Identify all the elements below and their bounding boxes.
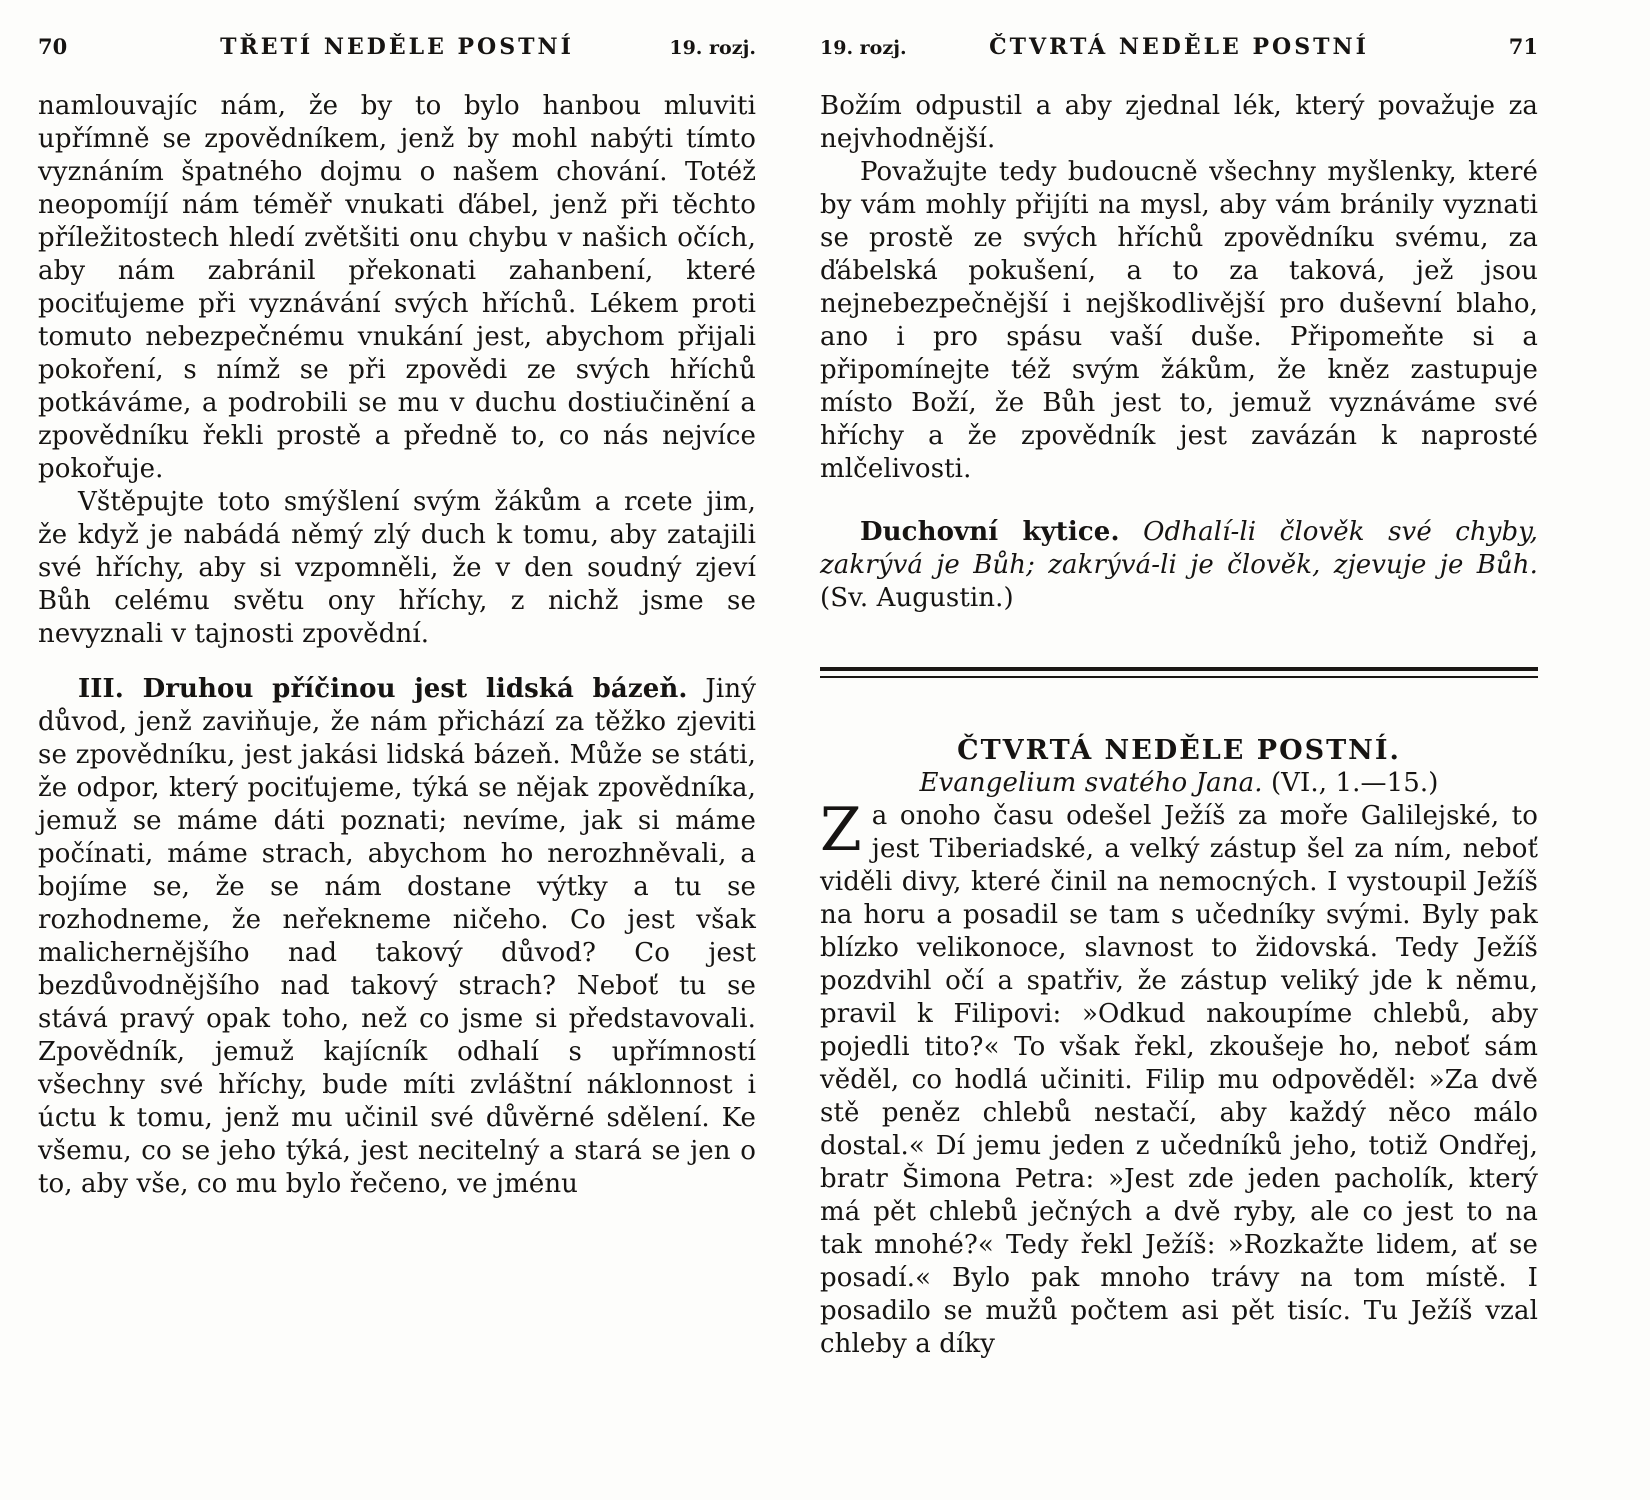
page-left-header <box>38 34 756 60</box>
paragraph: Považujte tedy budoucně všechny myšlenky, které by vám mohly přijíti na mysl, aby vám bránily vyznati se prostě ze svých hříchů zpovědníku svému, za ďábelská pokušení, a to za taková, jež jsou nejnebezpečnější i nejškodlivější pro duševní blaho, ano i pro spásu vaší duše. Připomeňte si a připomínejte též svým žákům, že kněz zastupuje místo Boží, že Bůh jest to, jemuž vyznáváme své hříchy a že zpovědník jest zavázán k naprosté mlčelivosti. <box>820 157 1538 484</box>
paragraph-continuation: namlouvajíc nám, že by to bylo hanbou mluviti upřímně se zpovědníkem, jenž by mohl nabýti tímto vyznáním špatného dojmu o našem chování. Totéž neopomíjí nám téměř vnukati ďábel, jenž při těchto příležitostech hledí zvětšiti onu chybu v našich očích, aby nám zabránil překonati zahanbení, které pociťujeme při vyznávání svých hříchů. Lékem proti tomuto nebezpečnému vnukání jest, abychom přijali pokoření, s nímž se při zpovědi ze svých hříchů potkáváme, a podrobili se mu v duchu dostiučinění a zpovědníku řekli prostě a předně to, co nás nejvíce pokořuje. <box>38 91 756 484</box>
header-note-right: 19. rozj. <box>820 37 907 59</box>
section-body-text: Jiný důvod, jenž zaviňuje, že nám přichází za těžko zjeviti se zpovědníku, jest jakási lidská bázeň. Může se státi, že odpor, který pociťujeme, týká se nějak zpovědníka, jemuž se máme dáti poznati; nevíme, jak si máme počínati, máme strach, abychom ho nerozhněvali, a bojíme se, že se nám dostane výtky a tu se rozhodneme, že neřekneme ničeho. Co jest však malichernějšího nad takový důvod? Co jest bezdůvodnějšího nad takový strach? Neboť tu se stává pravý opak toho, než co jsme si představovali. Zpovědník, jemuž kajícník odhalí s upřímností všechny své hříchy, bude míti zvláštní náklonnost i úctu k tomu, jenž mu učinil své důvěrné sdělení. Ke všemu, co se jeho týká, jest necitelný a stará se jen o to, aby vše, co mu bylo řečeno, ve jménu <box>38 674 756 1199</box>
spiritual-bouquet-quote: Odhalí-li člověk své chyby, zakrývá je Bůh; zakrývá-li je člověk, zjevuje je Bůh. <box>820 517 1538 580</box>
section-divider-rule <box>820 667 1538 678</box>
gospel-reference-verses: (VI., 1.—15.) <box>1270 768 1439 798</box>
page-left <box>38 34 756 1361</box>
chapter-title: ČTVRTÁ NEDĚLE POSTNÍ. <box>957 735 1401 766</box>
page-right <box>820 34 1538 1361</box>
paragraph: Vštěpujte toto smýšlení svým žákům a rcete jim, že když je nabádá němý zlý duch k tomu, aby zatajili své hříchy, aby si vzpomněli, že v den soudný zjeví Bůh celému světu ony hříchy, z nichž jsme se nevyznali v tajnosti zpovědní. <box>38 487 756 649</box>
gospel-text: a onoho času odešel Ježíš za moře Galilejské, to jest Tiberiadské, a velký zástup šel za ním, neboť viděli divy, které činil na nemocných. I vystoupil Ježíš na horu a posadil se tam s učedníky svými. Byly pak blízko velikonoce, slavnost to židovská. Tedy Ježíš pozdvihl očí a spatřiv, že zástup veliký jde k němu, pravil k Filipovi: »Odkud nakoupíme chlebů, aby pojedli tito?« To však řekl, zkoušeje ho, neboť sám věděl, co hodlá učiniti. Filip mu odpověděl: »Za dvě stě peněz chlebů nestačí, aby každý něco málo dostal.« Dí jemu jeden z učedníků jeho, totiž Ondřej, bratr Šimona Petra: »Jest zde jeden pacholík, který má pět chlebů ječných a dvě ryby, ale co jest to na tak mnohé?« Tedy řekl Ježíš: »Rozkažte lidem, ať se posadí.« Bylo pak mnoho trávy na tom místě. I posadilo se mužů počtem asi pět tisíc. Tu Ježíš vzal chleby a díky <box>820 801 1538 1359</box>
running-title-left: TŘETÍ NEDĚLE POSTNÍ <box>220 34 574 60</box>
gospel-reference <box>820 767 1538 800</box>
paragraph-continuation: Božím odpustil a aby zjednal lék, který považuje za nejvhodnější. <box>820 91 1538 154</box>
drop-cap: Z <box>820 795 862 865</box>
spiritual-bouquet-paragraph <box>820 516 1538 615</box>
page-number-right: 71 <box>1508 34 1538 59</box>
page-left-body <box>38 90 756 1201</box>
section-lead-bold: III. Druhou příčinou jest lidská bázeň. <box>78 674 688 704</box>
running-title-right: ČTVRTÁ NEDĚLE POSTNÍ <box>989 34 1369 60</box>
page-number-left: 70 <box>38 34 68 59</box>
header-note-left: 19. rozj. <box>669 37 756 59</box>
page-right-body <box>820 90 1538 1361</box>
gospel-paragraph <box>820 795 1538 1361</box>
spiritual-bouquet-label: Duchovní kytice. <box>860 517 1120 547</box>
page-right-header <box>820 34 1538 60</box>
gospel-reference-italic: Evangelium svatého Jana. <box>919 768 1263 798</box>
spiritual-bouquet-attribution: (Sv. Augustin.) <box>820 583 1014 613</box>
section-paragraph <box>38 673 756 1201</box>
